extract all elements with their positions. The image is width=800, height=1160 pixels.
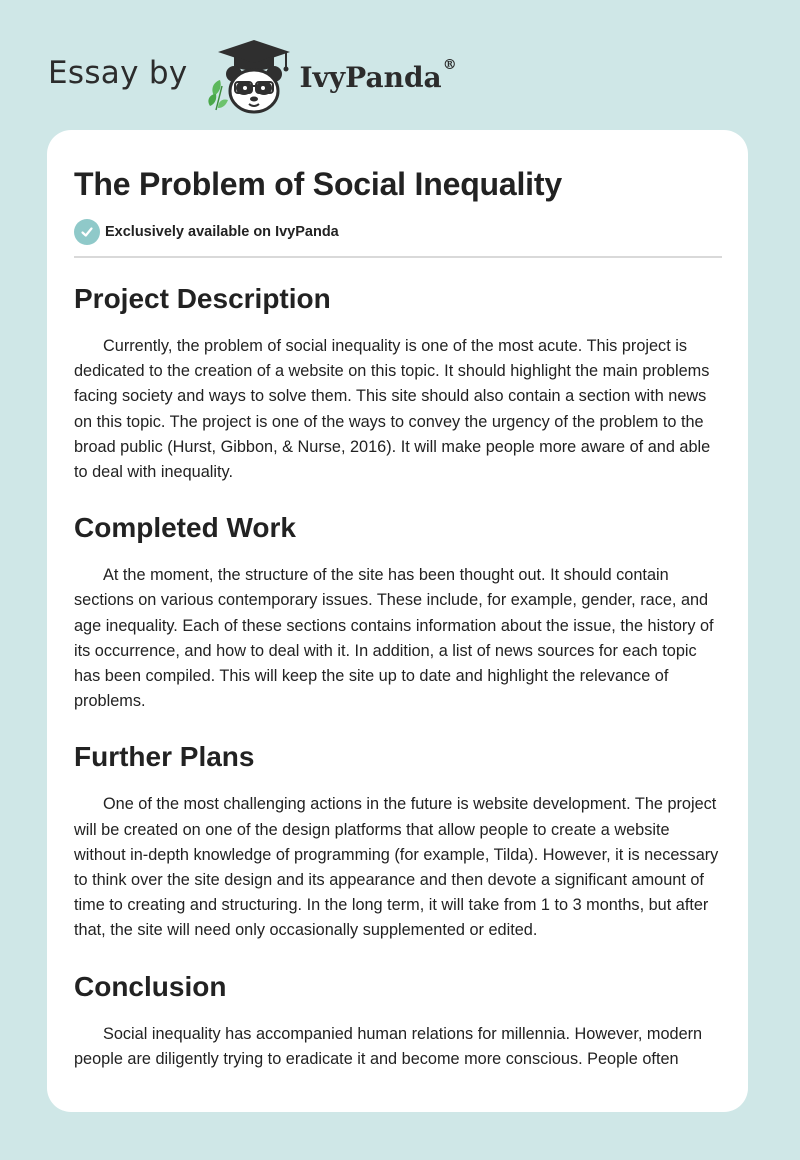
section-text-completed-work: At the moment, the structure of the site has been thought out. It should contain sections on various contemporary issues. These include, for example, gender, race, and age inequality. Each of these sections contains information about the issue, the history of its occurrence, and how to deal with it. In addition, a list of news sources for each topic has been compiled. This will keep the site up to date and highlight the relevance of problems. [74, 566, 714, 711]
section-text-further-plans: One of the most challenging actions in the future is website development. The project will be created on one of the design platforms that allow people to create a website without in-depth knowledge of programming (for example, Tilda). However, it is necessary to think over the site design and its appearance and then devote a significant amount of time to creating and structuring. In the long term, it will take from 1 to 3 months, but after that, the site will need only occasionally supplemented or edited. [74, 795, 719, 940]
exclusive-badge-text: Exclusively available on IvyPanda [105, 224, 339, 240]
graduation-cap-icon [218, 40, 290, 72]
exclusive-badge [74, 219, 722, 245]
registered-mark: ® [442, 56, 457, 73]
section-heading-completed-work: Completed Work [74, 512, 296, 544]
panda-logo-icon[interactable] [204, 36, 296, 116]
section-text-project-description: Currently, the problem of social inequality is one of the most acute. This project is dedicated to the creation of a website on this topic. It should highlight the main problems facing society and ways to solve them. This site should also contain a section with news on this topic. The project is one of the ways to convey the urgency of the problem to the broad public (Hurst, Gibbon, & Nurse, 2016). It will make people more aware of and able to deal with inequality. [74, 337, 711, 482]
brand-text: IvyPanda [299, 60, 442, 94]
article-title: The Problem of Social Inequality [74, 166, 562, 202]
section-heading-project-description: Project Description [74, 283, 331, 314]
title-divider [74, 256, 722, 258]
section-heading-conclusion: Conclusion [74, 970, 227, 1002]
check-circle-icon [74, 219, 100, 245]
article-card [47, 130, 748, 1112]
section-text-conclusion: Social inequality has accompanied human relations for millennia. However, modern people are diligently trying to eradicate it and become more conscious. People often [74, 1024, 703, 1068]
site-header [48, 36, 457, 116]
brand-name[interactable] [299, 56, 457, 94]
essay-by-label: Essay by [48, 55, 188, 91]
panda-face-icon [226, 66, 282, 112]
section-heading-further-plans: Further Plans [74, 741, 255, 773]
ivy-leaf-icon [208, 80, 228, 110]
